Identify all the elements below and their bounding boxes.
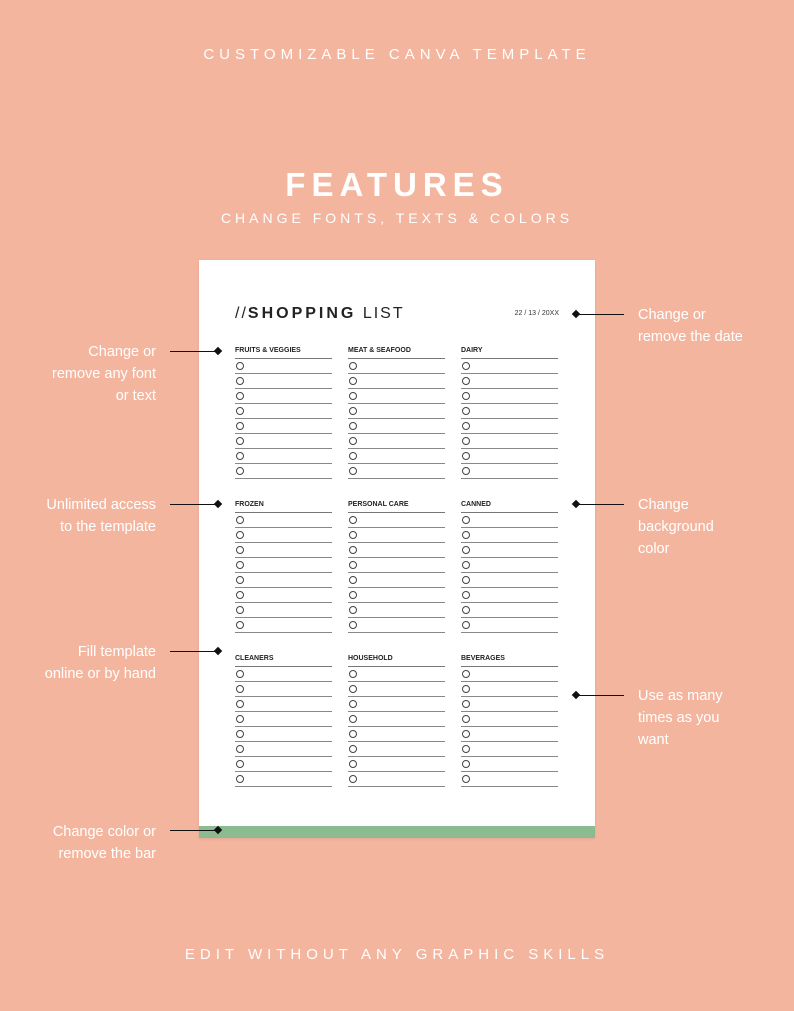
note-change-bar: Change color or remove the bar bbox=[52, 824, 156, 862]
section-frozen bbox=[235, 500, 332, 633]
shopping-list-sheet bbox=[199, 260, 595, 838]
checklist-row bbox=[235, 588, 332, 603]
connector-date bbox=[576, 314, 624, 315]
checklist-row bbox=[348, 618, 445, 633]
checklist-row bbox=[461, 573, 558, 588]
checklist-row bbox=[461, 419, 558, 434]
checklist-row bbox=[461, 712, 558, 727]
checklist-row bbox=[461, 404, 558, 419]
checklist-row bbox=[235, 513, 332, 528]
checklist-row bbox=[235, 359, 332, 374]
checklist-row bbox=[348, 603, 445, 618]
footer-color-bar bbox=[199, 826, 595, 838]
sheet-date: 22 / 13 / 20XX bbox=[514, 310, 559, 317]
checklist-row bbox=[348, 513, 445, 528]
checklist-row bbox=[461, 449, 558, 464]
section-fruits-veggies bbox=[235, 346, 332, 479]
connector-reuse bbox=[576, 695, 624, 696]
checklist-row bbox=[461, 434, 558, 449]
checklist-row bbox=[235, 573, 332, 588]
checklist-row bbox=[461, 697, 558, 712]
section-heading: DAIRY bbox=[461, 346, 558, 359]
checklist-row bbox=[348, 573, 445, 588]
checklist-row bbox=[461, 389, 558, 404]
checklist-row bbox=[348, 727, 445, 742]
title-prefix: // bbox=[235, 305, 248, 322]
connector-background bbox=[576, 504, 624, 505]
checklist-row bbox=[461, 603, 558, 618]
checklist-row bbox=[235, 742, 332, 757]
title-light: LIST bbox=[362, 305, 405, 322]
section-heading: FRUITS & VEGGIES bbox=[235, 346, 332, 359]
section-heading: HOUSEHOLD bbox=[348, 654, 445, 667]
checklist-row bbox=[348, 419, 445, 434]
checklist-row bbox=[348, 757, 445, 772]
checklist-row bbox=[461, 513, 558, 528]
section-rows bbox=[235, 359, 332, 479]
checklist-row bbox=[235, 682, 332, 697]
checklist-row bbox=[348, 543, 445, 558]
checklist-row bbox=[461, 772, 558, 787]
checklist-row bbox=[235, 374, 332, 389]
checklist-row bbox=[235, 449, 332, 464]
checklist-row bbox=[348, 712, 445, 727]
checklist-row bbox=[348, 697, 445, 712]
section-rows bbox=[348, 513, 445, 633]
checklist-row bbox=[461, 464, 558, 479]
checklist-row bbox=[235, 543, 332, 558]
section-heading: CANNED bbox=[461, 500, 558, 513]
checklist-row bbox=[348, 772, 445, 787]
checklist-row bbox=[348, 464, 445, 479]
checklist-row bbox=[461, 543, 558, 558]
checklist-row bbox=[461, 588, 558, 603]
checklist-row bbox=[348, 374, 445, 389]
checklist-row bbox=[235, 434, 332, 449]
section-rows bbox=[461, 513, 558, 633]
note-change-date: Change or remove the date bbox=[638, 307, 743, 345]
checklist-row bbox=[235, 697, 332, 712]
title-bold: SHOPPING bbox=[247, 305, 357, 322]
checklist-row bbox=[461, 757, 558, 772]
checklist-row bbox=[348, 404, 445, 419]
checklist-row bbox=[461, 742, 558, 757]
checklist-row bbox=[235, 464, 332, 479]
checklist-row bbox=[235, 528, 332, 543]
note-change-font: Change or remove any font or text bbox=[52, 344, 156, 404]
checklist-row bbox=[348, 558, 445, 573]
checklist-row bbox=[235, 727, 332, 742]
checklist-row bbox=[348, 588, 445, 603]
section-personal-care bbox=[348, 500, 445, 633]
section-heading: PERSONAL CARE bbox=[348, 500, 445, 513]
note-change-background: Change background color bbox=[638, 497, 714, 557]
checklist-row bbox=[348, 449, 445, 464]
checklist-row bbox=[461, 558, 558, 573]
section-heading: CLEANERS bbox=[235, 654, 332, 667]
checklist-row bbox=[235, 404, 332, 419]
checklist-row bbox=[235, 712, 332, 727]
checklist-row bbox=[348, 742, 445, 757]
checklist-row bbox=[235, 667, 332, 682]
note-use-many-times: Use as many times as you want bbox=[638, 688, 723, 748]
section-rows bbox=[348, 359, 445, 479]
section-dairy bbox=[461, 346, 558, 479]
section-rows bbox=[461, 667, 558, 787]
checklist-row bbox=[235, 772, 332, 787]
section-heading: MEAT & SEAFOOD bbox=[348, 346, 445, 359]
section-cleaners bbox=[235, 654, 332, 787]
section-rows bbox=[348, 667, 445, 787]
checklist-row bbox=[348, 434, 445, 449]
section-household bbox=[348, 654, 445, 787]
checklist-row bbox=[235, 558, 332, 573]
checklist-row bbox=[235, 419, 332, 434]
checklist-row bbox=[348, 359, 445, 374]
checklist-row bbox=[461, 528, 558, 543]
section-rows bbox=[461, 359, 558, 479]
checklist-row bbox=[461, 727, 558, 742]
features-subtitle: CHANGE FONTS, TEXTS & COLORS bbox=[220, 210, 574, 226]
connector-fill bbox=[170, 651, 218, 652]
checklist-row bbox=[348, 528, 445, 543]
section-rows bbox=[235, 667, 332, 787]
checklist-row bbox=[235, 618, 332, 633]
section-beverages bbox=[461, 654, 558, 787]
sheet-title bbox=[235, 305, 405, 323]
section-meat-seafood bbox=[348, 346, 445, 479]
footer-bottom-line: EDIT WITHOUT ANY GRAPHIC SKILLS bbox=[184, 946, 610, 963]
section-rows bbox=[235, 513, 332, 633]
connector-access bbox=[170, 504, 218, 505]
checklist-row bbox=[348, 667, 445, 682]
section-heading: FROZEN bbox=[235, 500, 332, 513]
section-heading: BEVERAGES bbox=[461, 654, 558, 667]
features-title: FEATURES bbox=[285, 166, 509, 203]
checklist-row bbox=[235, 389, 332, 404]
checklist-row bbox=[461, 667, 558, 682]
connector-font bbox=[170, 351, 218, 352]
header-top-line: CUSTOMIZABLE CANVA TEMPLATE bbox=[203, 46, 591, 63]
checklist-row bbox=[348, 682, 445, 697]
connector-bar bbox=[170, 830, 218, 831]
checklist-row bbox=[461, 359, 558, 374]
checklist-row bbox=[235, 757, 332, 772]
checklist-row bbox=[235, 603, 332, 618]
checklist-row bbox=[348, 389, 445, 404]
note-fill-template: Fill template online or by hand bbox=[44, 644, 156, 682]
checklist-row bbox=[461, 374, 558, 389]
section-canned bbox=[461, 500, 558, 633]
note-unlimited-access: Unlimited access to the template bbox=[46, 497, 156, 535]
checklist-row bbox=[461, 682, 558, 697]
checklist-row bbox=[461, 618, 558, 633]
